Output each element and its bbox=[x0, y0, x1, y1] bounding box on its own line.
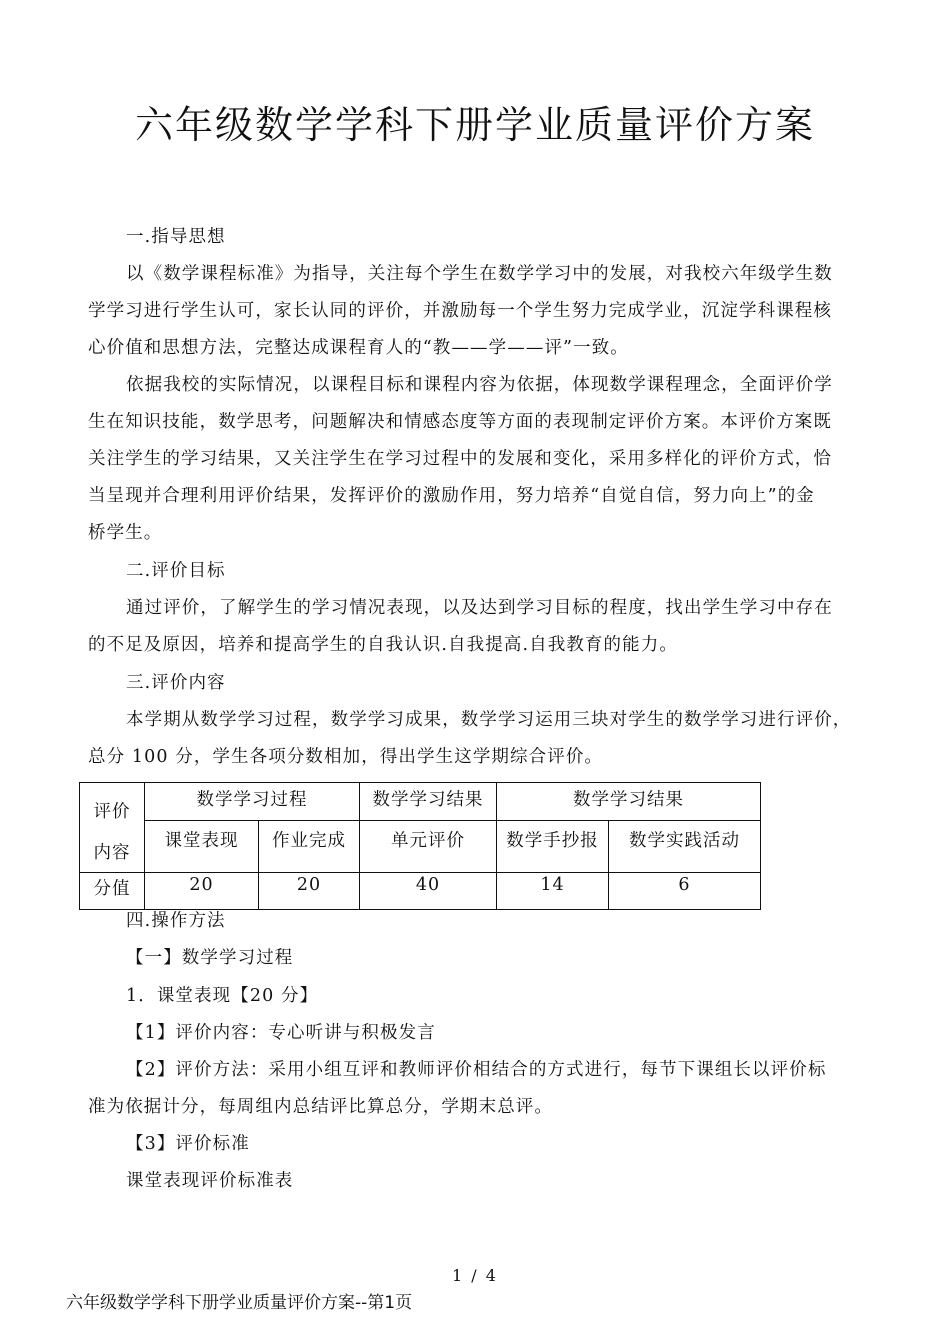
table-group-header: 数学学习过程 bbox=[145, 783, 360, 821]
row-header-line-1: 评价 bbox=[93, 801, 131, 822]
table-score-cell: 40 bbox=[360, 873, 497, 910]
table-item-cell: 作业完成 bbox=[259, 821, 360, 873]
table-row bbox=[80, 821, 761, 873]
paragraph-line: 准为依据计分，每周组内总结评比算总分，学期末总评。 bbox=[88, 1097, 553, 1117]
paragraph-line: 心价值和思想方法，完整达成课程育人的“教——学——评”一致。 bbox=[88, 338, 629, 358]
table-row bbox=[80, 873, 761, 910]
table-item-cell: 单元评价 bbox=[360, 821, 497, 873]
table-group-header: 数学学习结果 bbox=[497, 783, 761, 821]
table-score-cell: 20 bbox=[259, 873, 360, 910]
paragraph-line: 总分 100 分，学生各项分数相加，得出学生这学期综合评价。 bbox=[88, 747, 604, 767]
paragraph-line: 桥学生。 bbox=[88, 523, 163, 543]
table-item-cell: 课堂表现 bbox=[145, 821, 259, 873]
table-row-header-cell bbox=[80, 783, 145, 873]
table-item-cell: 数学手抄报 bbox=[497, 821, 609, 873]
paragraph-line: 学学习进行学生认可，家长认同的评价，并激励每一个学生努力完成学业，沉淀学科课程核 bbox=[88, 301, 832, 321]
paragraph-line: 【2】评价方法：采用小组互评和教师评价相结合的方式进行，每节下课组长以评价标 bbox=[126, 1060, 827, 1080]
section-heading-evaluation-goal: 二.评价目标 bbox=[126, 561, 226, 581]
paragraph-line: 关注学生的学习结果，又关注学生在学习过程中的发展和变化，采用多样化的评价方式，恰 bbox=[88, 449, 832, 469]
row-header-line-2: 内容 bbox=[93, 842, 131, 863]
subsection-heading: 【一】数学学习过程 bbox=[126, 948, 294, 968]
section-heading-operation-method: 四.操作方法 bbox=[126, 911, 226, 931]
paragraph-line: 通过评价，了解学生的学习情况表现，以及达到学习目标的程度，找出学生学习中存在 bbox=[126, 598, 833, 618]
table-score-cell: 14 bbox=[497, 873, 609, 910]
score-distribution-table bbox=[79, 782, 761, 910]
table-score-label: 分值 bbox=[80, 873, 145, 910]
section-heading-guiding-thought: 一.指导思想 bbox=[126, 227, 226, 247]
section-heading-evaluation-content: 三.评价内容 bbox=[126, 673, 226, 693]
paragraph-line: 的不足及原因，培养和提高学生的自我认识.自我提高.自我教育的能力。 bbox=[88, 635, 678, 655]
paragraph-line: 本学期从数学学习过程，数学学习成果，数学学习运用三块对学生的数学学习进行评价， bbox=[126, 710, 852, 730]
item-heading: 1．课堂表现【20 分】 bbox=[126, 986, 319, 1006]
table-score-cell: 20 bbox=[145, 873, 259, 910]
paragraph-line: 以《数学课程标准》为指导，关注每个学生在数学学习中的发展，对我校六年级学生数 bbox=[126, 264, 833, 284]
footer-document-title: 六年级数学学科下册学业质量评价方案--第1页 bbox=[66, 1293, 413, 1313]
table-row bbox=[80, 783, 761, 821]
paragraph-line: 【3】评价标准 bbox=[126, 1134, 250, 1154]
document-title: 六年级数学学科下册学业质量评价方案 bbox=[134, 103, 815, 147]
table-score-cell: 6 bbox=[609, 873, 761, 910]
paragraph-line: 当呈现并合理利用评价结果，发挥评价的激励作用，努力培养“自觉自信，努力向上”的金 bbox=[88, 486, 815, 506]
table-caption: 课堂表现评价标准表 bbox=[126, 1171, 294, 1191]
table-item-cell: 数学实践活动 bbox=[609, 821, 761, 873]
paragraph-line: 生在知识技能，数学思考，问题解决和情感态度等方面的表现制定评价方案。本评价方案既 bbox=[88, 412, 832, 432]
page-number: 1 / 4 bbox=[452, 1266, 498, 1285]
paragraph-line: 依据我校的实际情况，以课程目标和课程内容为依据，体现数学课程理念，全面评价学 bbox=[126, 375, 833, 395]
paragraph-line: 【1】评价内容：专心听讲与积极发言 bbox=[126, 1023, 436, 1043]
table-group-header: 数学学习结果 bbox=[360, 783, 497, 821]
